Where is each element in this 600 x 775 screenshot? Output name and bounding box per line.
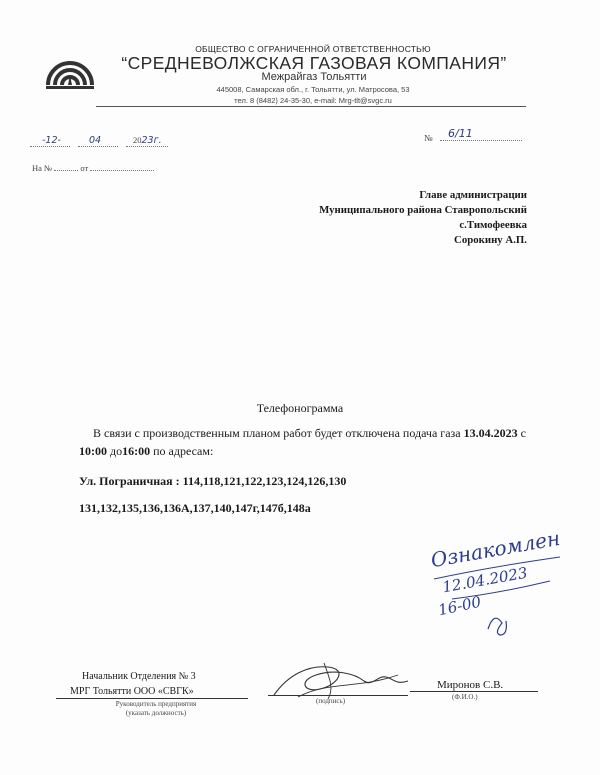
- addressee-line: Муниципального района Ставропольский: [319, 204, 527, 216]
- company-contacts: тел. 8 (8482) 24-35-30, e-mail: Mrg-tlt@svgc.ru: [234, 96, 392, 105]
- signer-name: Миронов С.В.: [437, 679, 504, 691]
- outage-date: 13.04.2023: [463, 426, 518, 440]
- company-address: 445008, Самарская обл., г. Тольятти, ул. Матросова, 53: [216, 85, 410, 94]
- position-caption: Руководитель предприятия (указать должность): [115, 700, 197, 717]
- addressee-line: Сорокину А.П.: [454, 234, 527, 246]
- outgoing-date: [30, 137, 170, 149]
- date-month: 04: [89, 135, 102, 146]
- handwritten-signature-icon: [268, 645, 418, 705]
- number-label: №: [424, 133, 433, 143]
- notice-paragraph: В связи с производственным планом работ будет отключена подача газа 13.04.2023 с 10:00 до16:00 по адресам:: [79, 426, 526, 458]
- ack-word: Ознакомлен: [428, 525, 562, 573]
- outage-start-time: 10:00: [79, 444, 107, 458]
- signer-position-line2: МРГ Тольятти ООО «СВГК»: [70, 686, 194, 697]
- signer-position-line1: Начальник Отделения № 3: [82, 671, 196, 682]
- number-underline: [440, 140, 522, 141]
- branch-name: Межрайгаз Тольятти: [261, 71, 367, 83]
- ack-date: 12.04.2023: [441, 563, 529, 597]
- number-value: 6/11: [448, 127, 473, 140]
- name-caption: (Ф.И.О.): [452, 693, 478, 701]
- company-logo-icon: [44, 45, 96, 93]
- org-form: ОБЩЕСТВО С ОГРАНИЧЕННОЙ ОТВЕТСТВЕННОСТЬЮ: [195, 44, 431, 54]
- signature-caption: (подпись): [316, 697, 346, 705]
- street-addresses-line1: Ул. Пограничная : 114,118,121,122,123,124,126,130: [79, 474, 347, 488]
- document-title: Телефонограмма: [256, 401, 344, 415]
- street-addresses-line2: 131,132,135,136,136А,137,140,147г,147б,148а: [79, 501, 311, 515]
- ack-time: 16-00: [436, 592, 483, 620]
- name-underline: [410, 691, 538, 692]
- date-year: 2023г.: [133, 135, 162, 146]
- signature-underline: [268, 695, 408, 696]
- letterhead-divider: [96, 106, 526, 107]
- company-name: “СРЕДНЕВОЛЖСКАЯ ГАЗОВАЯ КОМПАНИЯ”: [121, 53, 507, 73]
- outage-end-time: 16:00: [122, 444, 151, 458]
- addressee-line: с.Тимофеевка: [459, 219, 527, 231]
- addressee-block: [319, 188, 527, 248]
- addressee-line: Главе администрации: [419, 189, 527, 201]
- position-underline: [56, 698, 248, 699]
- date-day: -12-: [42, 135, 61, 146]
- reply-reference: На № от: [32, 162, 154, 173]
